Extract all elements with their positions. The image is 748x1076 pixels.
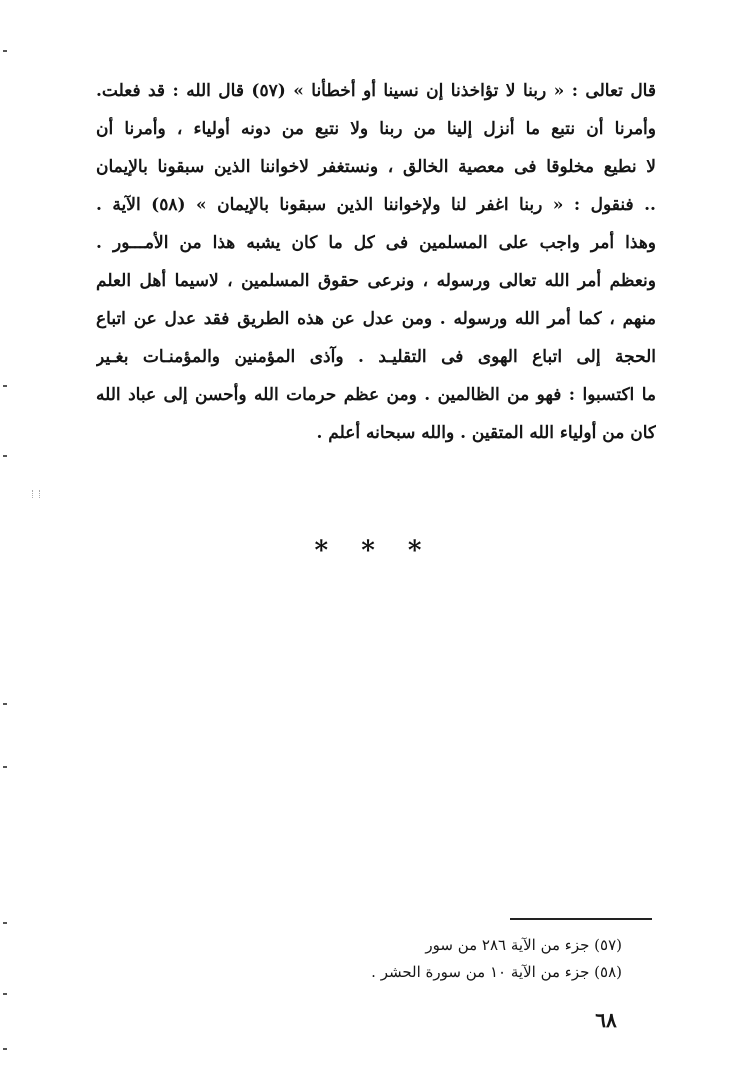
- section-separator: * * *: [314, 536, 434, 566]
- margin-mark: [3, 455, 7, 457]
- margin-mark: [3, 703, 7, 705]
- text-line-3: لا نطيع مخلوقا فى معصية الخالق ، ونستغفر لاخواننا الذين سبقونا بالإيمان: [96, 157, 656, 177]
- margin-mark: [3, 922, 7, 924]
- scan-artifact: [32, 490, 40, 498]
- text-line-9: ما اكتسبوا : فهو من الظالمين . ومن عظم حرمات الله وأحسن إلى عباد الله: [96, 385, 656, 405]
- text-line-5: وهذا أمر واجب على المسلمين فى كل ما كان يشبه هذا من الأمـــور .: [96, 233, 656, 253]
- margin-mark: [3, 50, 7, 52]
- text-line-4: .. فنقول : « ربنا اغفر لنا ولإخواننا الذين سبقونا بالإيمان » (٥٨) الآية .: [96, 195, 656, 215]
- margin-mark: [3, 1048, 7, 1050]
- margin-mark: [3, 993, 7, 995]
- text-line-6: ونعظم أمر الله تعالى ورسوله ، ونرعى حقوق المسلمين ، لاسيما أهل العلم: [96, 271, 656, 291]
- footnote-58: (٥٨) جزء من الآية ١٠ من سورة الحشر .: [371, 963, 622, 981]
- text-line-8: الحجة إلى اتباع الهوى فى التقليـد . وآذى المؤمنين والمؤمنـات بغـير: [96, 347, 656, 367]
- footnotes: [300, 932, 622, 986]
- text-line-10: كان من أولياء الله المتقين . والله سبحانه أعلم .: [316, 423, 656, 443]
- margin-mark: [3, 385, 7, 387]
- text-line-1: قال تعالى : « ربنا لا تؤاخذنا إن نسينا أو أخطأنا » (٥٧) قال الله : قد فعلت.: [96, 81, 656, 101]
- body-text: [96, 72, 656, 452]
- text-line-2: وأمرنا أن نتبع ما أنزل إلينا من ربنا ولا نتبع من دونه أولياء ، وأمرنا أن: [96, 119, 656, 139]
- text-line-7: منهم ، كما أمر الله ورسوله . ومن عدل عن هذه الطريق فقد عدل عن اتباع: [96, 309, 656, 329]
- page-number: ٦٨: [595, 1008, 617, 1032]
- margin-mark: [3, 766, 7, 768]
- footnote-divider: [510, 918, 652, 920]
- footnote-57: (٥٧) جزء من الآية ٢٨٦ من سور: [425, 936, 622, 954]
